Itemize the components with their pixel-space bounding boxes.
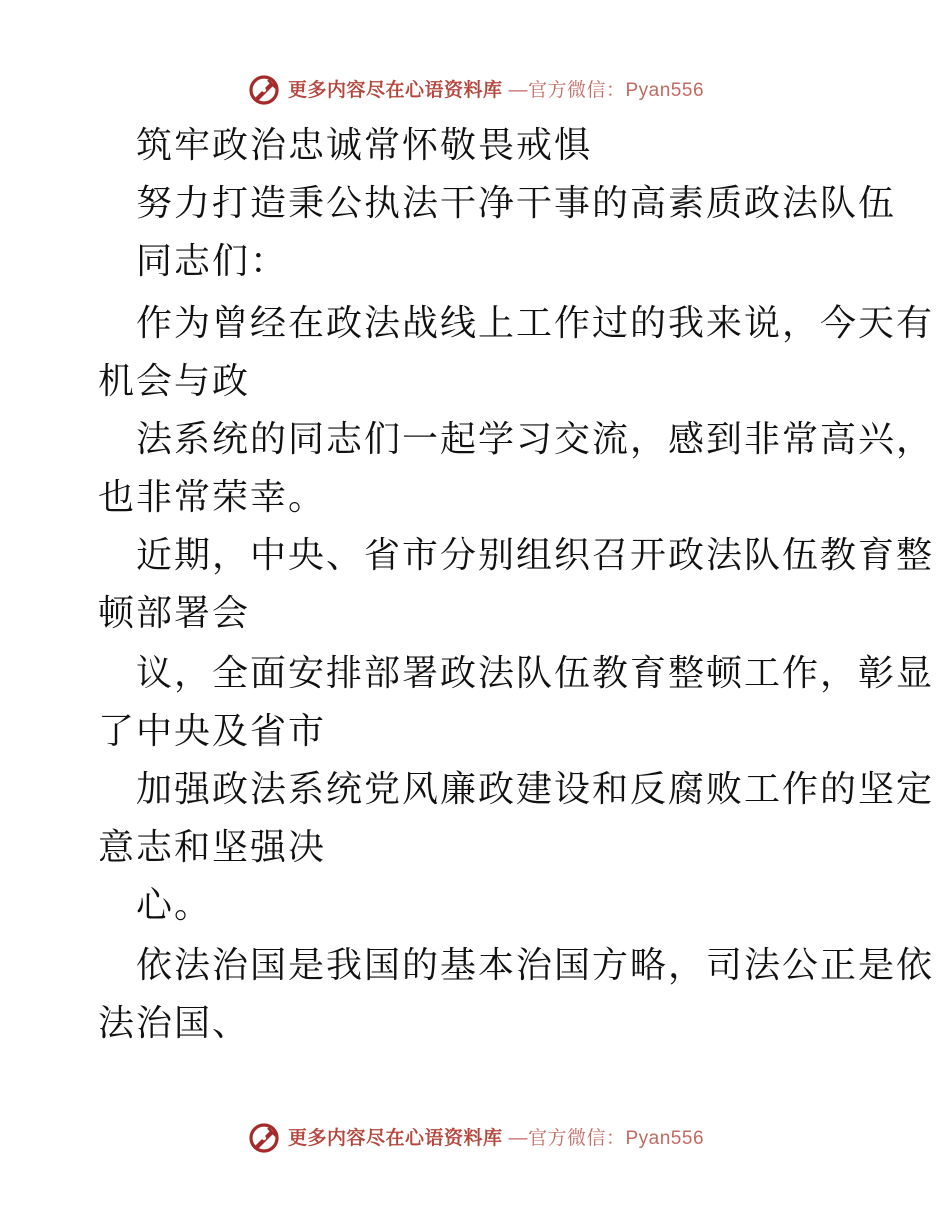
text-line: 加强政法系统党风廉政建设和反腐败工作的坚定 (136, 769, 935, 810)
text-line: 机会与政 (98, 361, 251, 402)
text-line: 依法治国是我国的基本治国方略，司法公正是依 (136, 945, 935, 986)
watermark-main-text: 更多内容尽在心语资料库 (287, 1127, 503, 1149)
text-line: 同志们： (136, 241, 289, 282)
text-line: 也非常荣幸。 (98, 477, 327, 518)
text-line: 法治国、 (98, 1003, 251, 1044)
text-line: 筑牢政治忠诚常怀敬畏戒惧 (136, 125, 593, 166)
text-line: 顿部署会 (98, 593, 251, 634)
text-line: 努力打造秉公执法干净干事的高素质政法队伍 (136, 183, 897, 224)
footer-watermark (0, 1118, 950, 1158)
text-line: 近期，中央、省市分别组织召开政法队伍教育整 (136, 535, 935, 576)
text-line: 了中央及省市 (98, 711, 327, 752)
watermark-sub-text: —官方微信：Pyan556 (508, 1127, 705, 1149)
text-line: 议，全面安排部署政法队伍教育整顿工作，彰显 (136, 653, 935, 694)
text-line: 心。 (136, 885, 213, 926)
text-line: 法系统的同志们一起学习交流，感到非常高兴， (136, 419, 935, 460)
pen-nib-logo-icon (246, 1120, 282, 1156)
watermark-sub-text: —官方微信：Pyan556 (508, 79, 705, 101)
text-line: 作为曾经在政法战线上工作过的我来说，今天有 (136, 303, 935, 344)
text-line: 意志和坚强决 (98, 827, 327, 868)
watermark-main-text: 更多内容尽在心语资料库 (287, 79, 503, 101)
